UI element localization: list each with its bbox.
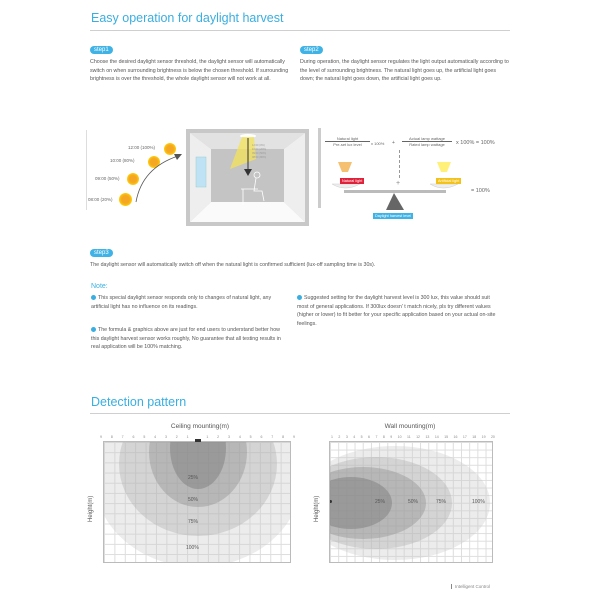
svg-text:10:00 (20%): 10:00 (20%) [252, 148, 267, 151]
formula-plus: + [392, 140, 395, 146]
balance-plus: + [396, 180, 401, 187]
ceiling-chart-title: Ceiling mounting(m) [170, 423, 230, 430]
footer-text: Intelligent Control [451, 584, 490, 589]
numerator: Actual lamp wattage [402, 136, 452, 142]
ceiling-x-axis: 9 8 7 6 5 4 3 2 1 1 2 3 4 5 6 7 8 9 [100, 435, 295, 439]
svg-text:12:00 (0%): 12:00 (0%) [252, 144, 265, 147]
equals-100: = 100% [471, 188, 490, 194]
daylight-harvest-level-tag: Daylight harvest level [375, 214, 412, 218]
divider-vertical [318, 128, 321, 208]
bullet-icon [91, 295, 96, 300]
section-title-daylight-harvest: Easy operation for daylight harvest [91, 11, 284, 25]
pct-label-100: 100% [186, 545, 199, 551]
note-text: This special daylight sensor responds only to changes of natural light, any artificial light has no influence on its readings. [91, 295, 272, 310]
note-text: Suggested setting for the daylight harvest level is 300 lux, this value should suit most of general applications. If 300lux doesn' t match nicely, pls try different values (higher or lower) to fit better for your specific application based on your actual on-site feelings. [297, 295, 496, 327]
sensor-marker [195, 439, 201, 442]
svg-text:08:00 (80%): 08:00 (80%) [252, 156, 267, 159]
pct-label-50: 50% [408, 499, 419, 505]
divider-vertical [86, 130, 87, 210]
formula-artificial-fraction [402, 136, 452, 147]
room-illustration [186, 129, 309, 226]
natural-light-tag: Natural light [342, 179, 363, 183]
divider [90, 30, 510, 31]
step3-text: The daylight sensor will automatically switch off when the natural light is confirmed sufficient (lux-off sampling time is 30s). [90, 262, 376, 268]
note-text: The formula & graphics above are just for end users to understand better how this daylight harvest sensor works roughly, No guarantee that all testing results in real application will be 100% matching. [91, 327, 281, 351]
formula-times: x 100% [371, 141, 385, 146]
step1-badge: step1 [90, 46, 113, 54]
wall-chart-grid [329, 441, 493, 563]
step3-badge: step3 [90, 249, 113, 257]
step2-block [300, 38, 510, 84]
note-item-1 [91, 294, 281, 311]
step2-badge: step2 [300, 46, 323, 54]
sun-label: 09:00 (50%) [95, 176, 120, 181]
balance-scale-illustration [330, 160, 470, 220]
curve-arrow-icon [130, 150, 185, 205]
bullet-icon [91, 327, 96, 332]
wall-x-axis: 1 2 3 4 5 6 7 8 9 10 11 12 13 14 15 16 17 18 19 20 [331, 435, 495, 439]
sun-label: 12:00 (100%) [128, 145, 156, 150]
step2-text: During operation, the daylight sensor regulates the light output automatically according to the level of surrounding brightness. The natural light goes up, the artificial light goes down; the natural light goes down, the artificial light goes up. [300, 59, 509, 83]
section-title-detection-pattern: Detection pattern [91, 395, 187, 409]
note-title: Note: [91, 283, 108, 290]
step1-block [90, 38, 290, 84]
formula-result: x 100% = 100% [456, 140, 495, 146]
denominator: Pre-set lux level [333, 142, 362, 147]
sensor-marker [329, 500, 332, 503]
pct-label-25: 25% [188, 475, 199, 481]
wall-chart-title: Wall mounting(m) [384, 423, 436, 430]
step3-block [90, 241, 510, 270]
pct-label-25: 25% [375, 499, 386, 505]
wall-y-label: Height(m) [314, 495, 320, 522]
note-item-2 [91, 326, 281, 352]
pct-label-50: 50% [188, 497, 199, 503]
artificial-light-tag: Artificial light [438, 179, 460, 183]
pct-label-75: 75% [188, 519, 199, 525]
divider [90, 413, 510, 414]
sun-label: 08:00 (20%) [88, 197, 113, 202]
bullet-icon [297, 295, 302, 300]
svg-text:09:00 (50%): 09:00 (50%) [252, 152, 267, 155]
ceiling-y-label: Height(m) [88, 495, 94, 522]
pct-label-100: 100% [472, 499, 485, 505]
pct-label-75: 75% [436, 499, 447, 505]
note-item-3 [297, 294, 502, 328]
denominator: Rated lamp wattage [409, 142, 445, 147]
step1-text: Choose the desired daylight sensor threshold, the daylight sensor will automatically switch on when surrounding brightness is below the chosen threshold. If surrounding brightness is over the threshold, the whole daylight sensor will not work at all. [90, 59, 289, 83]
ceiling-chart-grid [103, 441, 291, 563]
sun-label: 10:00 (80%) [110, 158, 135, 163]
formula-natural-fraction [325, 136, 370, 147]
numerator: Natural light [325, 136, 370, 142]
